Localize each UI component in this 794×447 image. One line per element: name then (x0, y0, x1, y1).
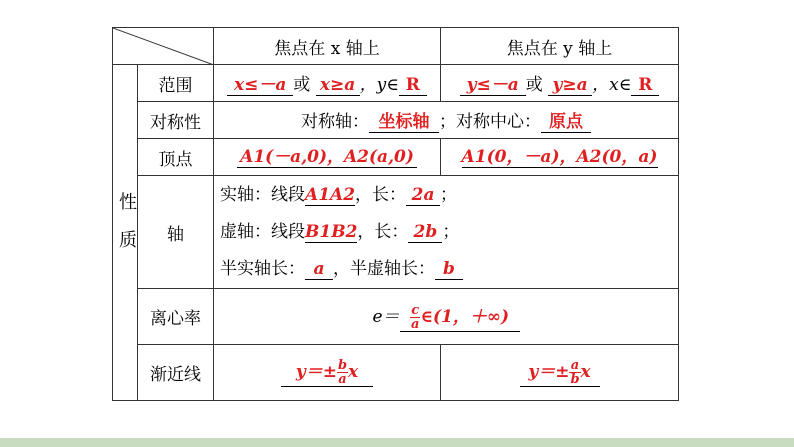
side-label-cell (113, 65, 138, 401)
asymptote-y-numerator: a (570, 357, 580, 373)
asymptote-x-cell (214, 345, 441, 401)
side-label: 性质 (116, 192, 137, 268)
asymptote-x-lhs: y＝± (295, 361, 337, 382)
bottom-stripe (0, 438, 794, 447)
half-real-prefix: 半实轴长： (220, 258, 305, 279)
range-x-answer-1: x≤－a (227, 75, 293, 96)
row-asymptote (113, 345, 679, 401)
half-imag-length: b (435, 259, 463, 280)
header-focus-x: 焦点在 x 轴上 (214, 28, 441, 65)
range-x-answer-2: x≥a (316, 75, 360, 96)
asymptote-y-answer (520, 359, 600, 387)
half-imag-prefix: ，半虚轴长： (333, 258, 435, 279)
range-y-cell (441, 65, 679, 102)
asymptote-x-fraction (337, 359, 348, 386)
asymptote-y-denominator: b (570, 371, 580, 387)
row-symmetry (113, 102, 679, 139)
vertex-x-cell (214, 139, 441, 176)
symmetry-center-answer: 原点 (541, 112, 591, 133)
half-real-length: a (305, 259, 333, 280)
real-axis-segment: A1A2 (305, 184, 356, 205)
asymptote-y-fraction (569, 359, 580, 386)
header-focus-y: 焦点在 y 轴上 (441, 28, 679, 65)
asymptote-x-numerator: b (337, 357, 348, 373)
half-axis-line (220, 251, 678, 288)
row-label-asymptote: 渐近线 (138, 345, 214, 401)
range-y-tail: ，x∈ (592, 75, 632, 95)
asymptote-y-cell (441, 345, 679, 401)
row-label-symmetry: 对称性 (138, 102, 214, 139)
asymptote-x-var: x (348, 361, 359, 382)
row-label-vertex: 顶点 (138, 139, 214, 176)
imag-axis-length-label: ，长： (357, 221, 409, 242)
vertex-y-answer: A1(0，－a)，A2(0，a) (461, 146, 658, 167)
range-y-set: R (631, 75, 659, 96)
asymptote-y-var: x (580, 361, 591, 382)
range-y-answer-1: y≤－a (460, 75, 526, 96)
eccentricity-lhs: e＝ (372, 306, 400, 327)
eccentricity-range: ∈(1，＋∞) (420, 306, 510, 327)
diagonal-line (113, 28, 214, 65)
hyperbola-properties-table (112, 27, 679, 401)
range-x-tail: ，y∈ (359, 75, 399, 95)
eccentricity-denominator: a (410, 316, 420, 332)
range-y-answer-2: y≥a (548, 75, 592, 96)
axis-cell (214, 176, 679, 289)
vertex-y-cell (441, 139, 679, 176)
row-eccentricity (113, 289, 679, 345)
imag-axis-length: 2b (408, 222, 442, 243)
asymptote-y-lhs: y＝± (528, 361, 570, 382)
row-label-eccentricity: 离心率 (138, 289, 214, 345)
imag-axis-line (220, 214, 678, 251)
symmetry-middle: ；对称中心： (439, 112, 541, 132)
eccentricity-numerator: c (411, 302, 420, 318)
imag-axis-segment: B1B2 (305, 221, 358, 242)
row-vertex (113, 139, 679, 176)
asymptote-x-denominator: a (338, 371, 347, 387)
symmetry-axis-answer: 坐标轴 (369, 112, 439, 133)
symmetry-prefix: 对称轴： (301, 112, 369, 132)
row-axis (113, 176, 679, 289)
row-range (113, 65, 679, 102)
eccentricity-cell (214, 289, 679, 345)
real-axis-length: 2a (406, 185, 440, 206)
eccentricity-fraction (410, 304, 420, 331)
real-axis-prefix: 实轴：线段 (220, 184, 305, 205)
eccentricity-answer (400, 304, 520, 332)
range-x-cell (214, 65, 441, 102)
diagonal-header-cell (113, 28, 214, 65)
imag-axis-prefix: 虚轴：线段 (220, 221, 305, 242)
symmetry-cell (214, 102, 679, 139)
table-header-row (113, 28, 679, 65)
asymptote-x-answer (281, 359, 373, 387)
range-y-or: 或 (525, 75, 543, 95)
vertex-x-answer: A1(－a,0)，A2(a,0) (237, 147, 417, 168)
range-x-or: 或 (293, 75, 311, 95)
row-label-axis: 轴 (138, 176, 214, 289)
real-axis-line (220, 177, 678, 214)
range-x-set: R (399, 75, 427, 96)
real-axis-end: ； (440, 184, 458, 205)
imag-axis-end: ； (442, 221, 460, 242)
row-label-range: 范围 (138, 65, 214, 102)
real-axis-length-label: ，长： (355, 184, 407, 205)
